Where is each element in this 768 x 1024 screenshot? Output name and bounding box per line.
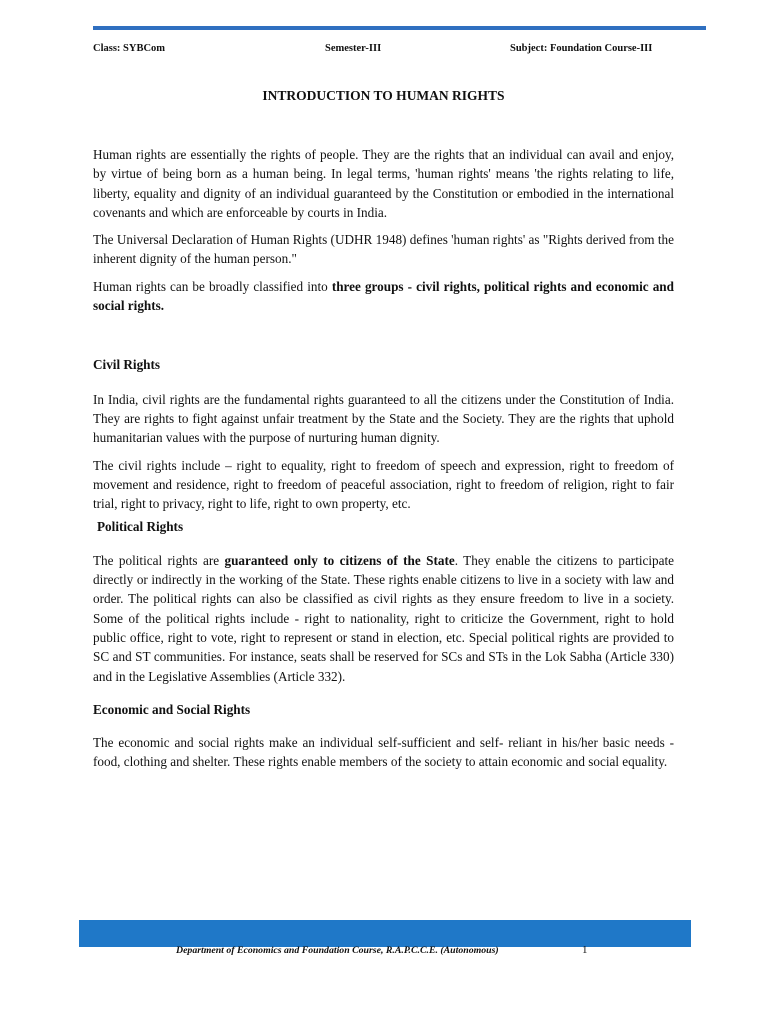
economic-rights-heading: Economic and Social Rights: [93, 701, 251, 717]
economic-paragraph-1: The economic and social rights make an individual self-sufficient and self- reliant in his/her basic needs - food, clothing and shelter. These rights enable members of the society to attain economic and social equality.: [93, 735, 674, 770]
page-header: [93, 43, 673, 57]
intro-p3-bold: three groups - civil rights, political rights and economic and social rights.: [93, 278, 674, 314]
political-p1-rest: . They enable the citizens to participate directly or indirectly in the working of the State. These rights enable citizens to live in a society with law and order. The political rights can also be classified as civil rights as they ensure freedom to live in a society. Some of the political rights include - right to nationality, right to criticize the Government, right to hold public office, right to vote, right to represent or stand in election, etc. Special political rights are provided to SC and ST communities. For instance, seats shall be reserved for SCs and STs in the Lok Sabha (Article 330) and in the Legislative Assemblies (Article 332).: [93, 552, 674, 684]
intro-paragraph-3: [93, 277, 674, 316]
top-rule: [93, 26, 706, 30]
intro-p3-text: Human rights can be broadly classified into: [93, 278, 332, 294]
intro-paragraph-2: The Universal Declaration of Human Rights (UDHR 1948) defines 'human rights' as "Rights derived from the inherent dignity of the human person.": [93, 232, 674, 267]
political-p1-text: The political rights are: [93, 552, 225, 568]
header-class: Class: SYBCom: [93, 43, 166, 54]
page-number: 1: [582, 944, 588, 956]
political-paragraph-1: [93, 551, 674, 686]
civil-rights-heading: Civil Rights: [93, 357, 161, 373]
document-title: INTRODUCTION TO HUMAN RIGHTS: [262, 88, 505, 103]
intro-paragraph-1: Human rights are essentially the rights of people. They are the rights that an individual can avail and enjoy, by virtue of being born as a human being. In legal terms, 'human rights' means 'the rights relating to life, liberty, equality and dignity of an individual guaranteed by the Constitution or embodied in the international covenants and which are enforceable by courts in India.: [93, 147, 674, 220]
civil-paragraph-1: In India, civil rights are the fundamental rights guaranteed to all the citizens under the Constitution of India. They are rights to fight against unfair treatment by the State and the Society. They are the rights that uphold humanitarian values with the purpose of nurturing human dignity.: [93, 391, 674, 446]
footer-band: [79, 920, 691, 947]
civil-paragraph-2: The civil rights include – right to equality, right to freedom of speech and expression, right to freedom of movement and residence, right to freedom of peaceful association, right to freedom of religion, right to fair trial, right to privacy, right to life, right to own property, etc.: [93, 457, 674, 512]
political-p1-bold: guaranteed only to citizens of the State: [224, 552, 455, 568]
document-body: [93, 145, 674, 772]
header-subject: Subject: Foundation Course-III: [510, 43, 653, 54]
footer-department: Department of Economics and Foundation Course, R.A.P.C.C.E. (Autonomous): [176, 945, 499, 956]
header-semester: Semester-III: [325, 43, 382, 54]
political-rights-heading: Political Rights: [97, 519, 184, 535]
